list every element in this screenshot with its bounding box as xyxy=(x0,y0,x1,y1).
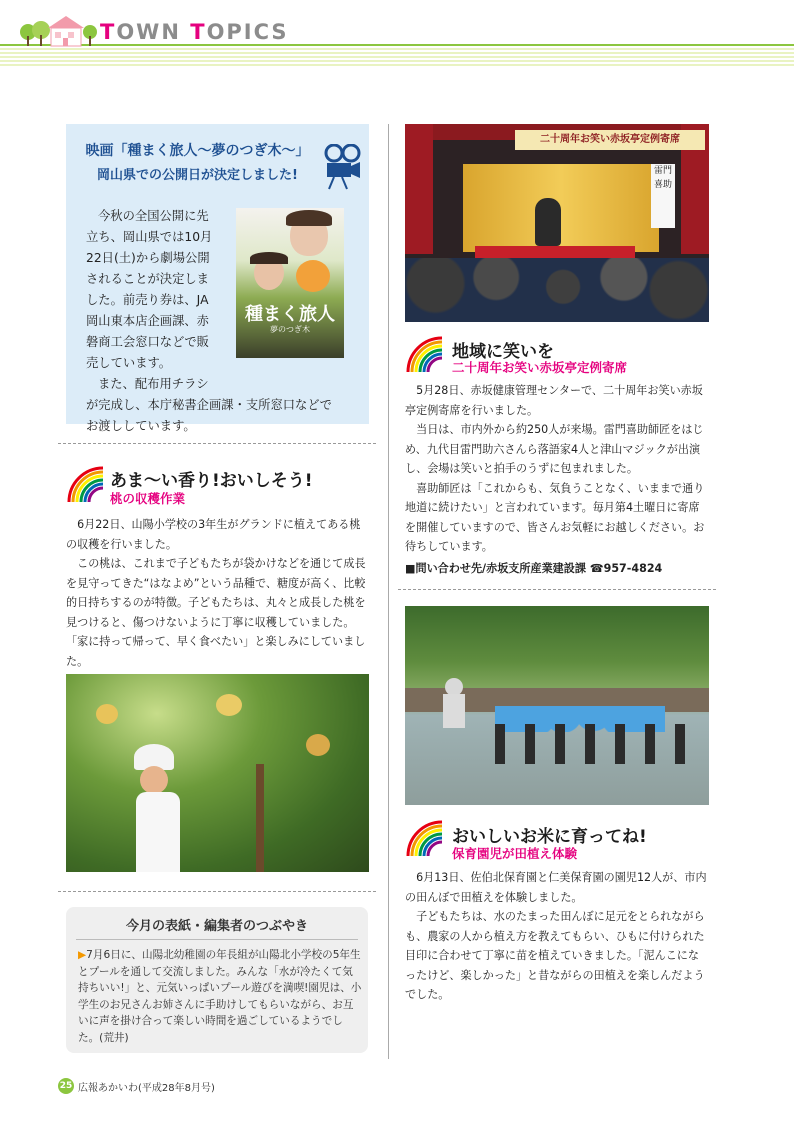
column-divider xyxy=(388,124,389,1059)
editor-note-title: 今月の表紙・編集者のつぶやき xyxy=(125,919,308,934)
peach-harvest-photo xyxy=(66,674,369,872)
movie-subtitle: 岡山県での公開日が決定しました! xyxy=(97,168,298,183)
town-logo-icon xyxy=(18,14,98,48)
rice-subtitle: 保育園児が田植え体験 xyxy=(452,846,578,861)
header-stripe-band xyxy=(0,46,794,66)
rice-planting-photo xyxy=(405,606,709,805)
peach-title: あま～い香り!おいしそう! xyxy=(110,471,313,491)
movie-announcement-box xyxy=(66,124,369,433)
movie-body: 今秋の全国公開に先 立ち、岡山県では10月 22日(土)から劇場公開 されることが決定しま した。前売り券は、JA 岡山東本店企画課、赤 磐商工会窓口などで販 売しています。 また、配布用チラシ が完成し、本庁秘書企画課・支所窓口などで お渡ししています。 xyxy=(86,209,332,433)
film-camera-icon xyxy=(324,144,362,190)
editor-note-text: ▶7月6日に、山陽北幼稚園の年長組が山陽北小学校の5年生とプールを通して交流しました。みんな「水が冷たくて気持ちいい!」と、元気いっぱいプール遊びを満喫!園児は、小学生のお兄さんお姉さんに手助けしてもらいながら、お互いに声を掛け合って楽しい時間を過ごしているようでした。(荒井) xyxy=(78,949,362,1044)
rainbow-icon xyxy=(405,818,447,858)
divider xyxy=(398,589,716,590)
peach-subtitle: 桃の収穫作業 xyxy=(110,491,186,506)
rakugo-subtitle: 二十周年お笑い赤坂亭定例寄席 xyxy=(452,360,628,375)
footer-text: 広報あかいわ(平成28年8月号) xyxy=(78,1083,215,1094)
rakugo-photo xyxy=(405,124,709,322)
rice-title: おいしいお米に育ってね! xyxy=(452,827,647,847)
rakugo-body: 5月28日、赤坂健康管理センターで、二十周年お笑い赤坂亭定例寄席を行いました。 当日は、市内外から約250人が来場。雷門喜助師匠をはじめ、九代目雷門助六さんら落語家4人と津山マジックが出演し、会場は笑いと拍手のうずに包まれました。 喜助師匠は「これからも、気負うことなく、いままで通り地道に続けたい」と言われています。毎月第4土曜日に寄席を開催していますので、皆さんお気軽にお越しください。お待ちしています。 ■問い合わせ先/赤坂支所産業建設課 ☎957-4824 xyxy=(405,381,710,578)
section-header-title: TOWN TOPICS xyxy=(100,20,289,44)
divider xyxy=(76,939,358,940)
rakugo-banner: 二十周年お笑い赤坂亭定例寄席 xyxy=(515,130,705,150)
poster-subtitle: 夢のつぎ木 xyxy=(270,325,310,334)
performer-sign: 雷門喜助 xyxy=(651,164,675,228)
rainbow-icon xyxy=(66,464,106,504)
rakugo-contact: ■問い合わせ先/赤坂支所産業建設課 ☎957-4824 xyxy=(405,561,663,575)
page-number: 25 xyxy=(58,1078,74,1094)
divider xyxy=(58,891,376,892)
rice-body: 6月13日、佐伯北保育園と仁美保育園の園児12人が、市内の田んぼで田植えを体験しました。 子どもたちは、水のたまった田んぼに足元をとられながらも、農家の人から植え方を教えてもらい、ひもに付けられた目印に合わせて丁寧に苗を植えていきました。「泥んこになったけど、楽しかった」と昔ながらの田植えを楽しんだようでした。 xyxy=(405,871,707,1001)
movie-poster xyxy=(236,208,344,358)
poster-title: 種まく旅人 xyxy=(245,304,335,325)
editor-note-box xyxy=(66,907,368,1053)
divider xyxy=(58,443,376,444)
bullet-triangle-icon: ▶ xyxy=(78,949,87,961)
rainbow-icon xyxy=(405,334,447,374)
movie-title: 映画「種まく旅人～夢のつぎ木～」 xyxy=(85,143,310,159)
rakugo-title: 地域に笑いを xyxy=(452,342,554,362)
peach-body: 6月22日、山陽小学校の3年生がグランドに植えてある桃の収穫を行いました。 この桃は、これまで子どもたちが袋かけなどを通じて成長を見守ってきた“はなよめ”という品種で、糖度が高く、比較的日持ちするのが特徴。子どもたちは、丸々と成長した桃を見つけると、傷つけないように丁寧に収穫していました。「家に持って帰って、早く食べたい」と楽しみにしていました。 xyxy=(66,518,366,668)
